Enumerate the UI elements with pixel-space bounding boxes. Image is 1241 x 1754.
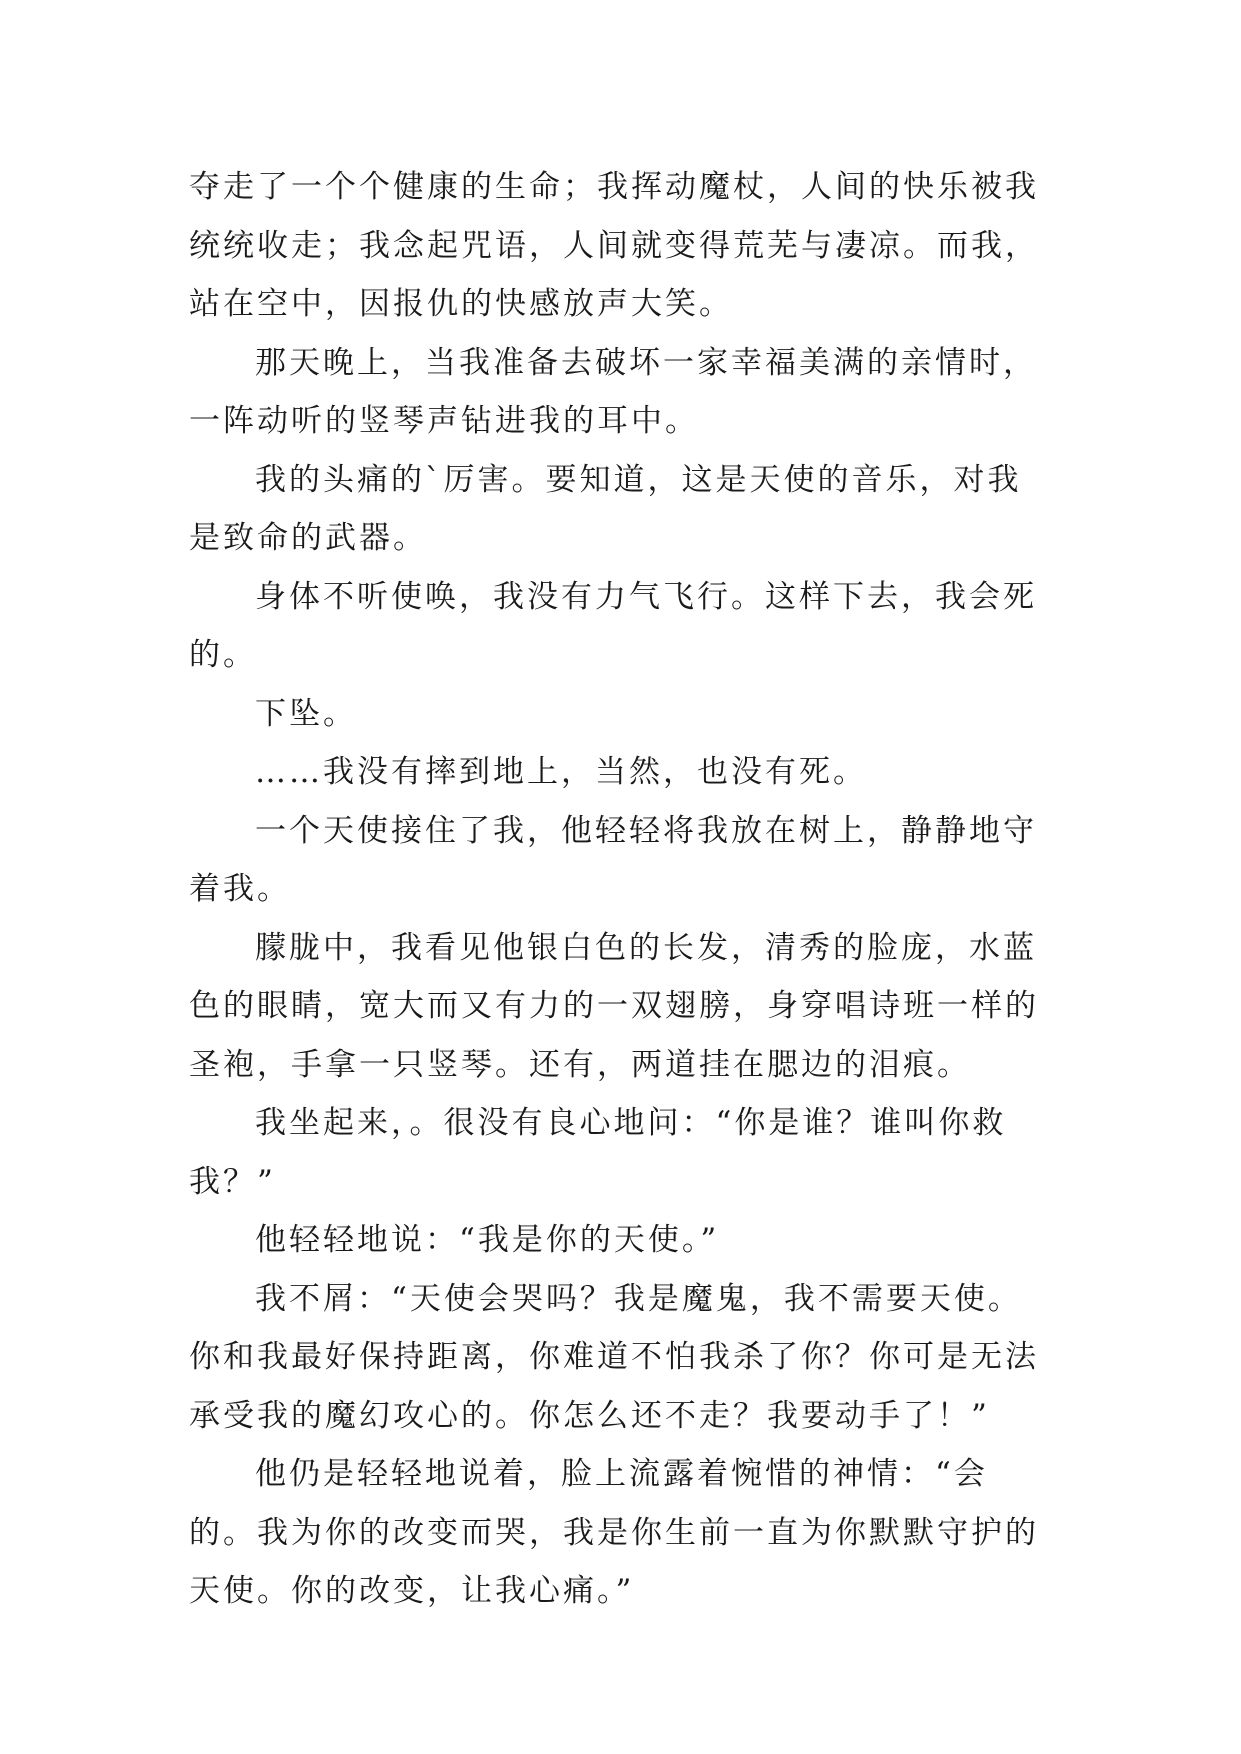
- paragraph: ……我没有摔到地上，当然，也没有死。: [255, 754, 867, 790]
- paragraph: 我坐起来，。很没有良心地问：“你是谁？谁叫你救我？”: [189, 1105, 1007, 1200]
- paragraph: 下坠。: [255, 695, 357, 732]
- paragraph: 他轻轻地说：“我是你的天使。”: [255, 1222, 720, 1258]
- paragraph: 朦胧中，我看见他银白色的长发，清秀的脸庞，水蓝色的眼睛，宽大而又有力的一双翅膀，身穿唱诗班一样的圣袍，手拿一只竖琴。还有，两道挂在腮边的泪痕。: [189, 929, 1039, 1083]
- story-text: [189, 158, 1049, 1621]
- paragraph: 一个天使接住了我，他轻轻将我放在树上，静静地守着我。: [189, 812, 1037, 907]
- paragraph: 他仍是轻轻地说着，脸上流露着惋惜的神情：“会的。我为你的改变而哭，我是你生前一直为你默默守护的天使。你的改变，让我心痛。”: [189, 1456, 1039, 1609]
- paragraph: 身体不听使唤，我没有力气飞行。这样下去，我会死的。: [189, 578, 1037, 673]
- paragraph: 夺走了一个个健康的生命；我挥动魔杖，人间的快乐被我统统收走；我念起咒语，人间就变得荒芜与凄凉。而我，站在空中，因报仇的快感放声大笑。: [189, 169, 1039, 322]
- paragraph: 我不屑：“天使会哭吗？我是魔鬼，我不需要天使。你和我最好保持距离，你难道不怕我杀了你？你可是无法承受我的魔幻攻心的。你怎么还不走？我要动手了！”: [189, 1280, 1039, 1434]
- paragraph: 那天晚上，当我准备去破坏一家幸福美满的亲情时，一阵动听的竖琴声钻进我的耳中。: [189, 344, 1037, 439]
- paragraph: 我的头痛的`厉害。要知道，这是天使的音乐，对我是致命的武器。: [189, 461, 1022, 556]
